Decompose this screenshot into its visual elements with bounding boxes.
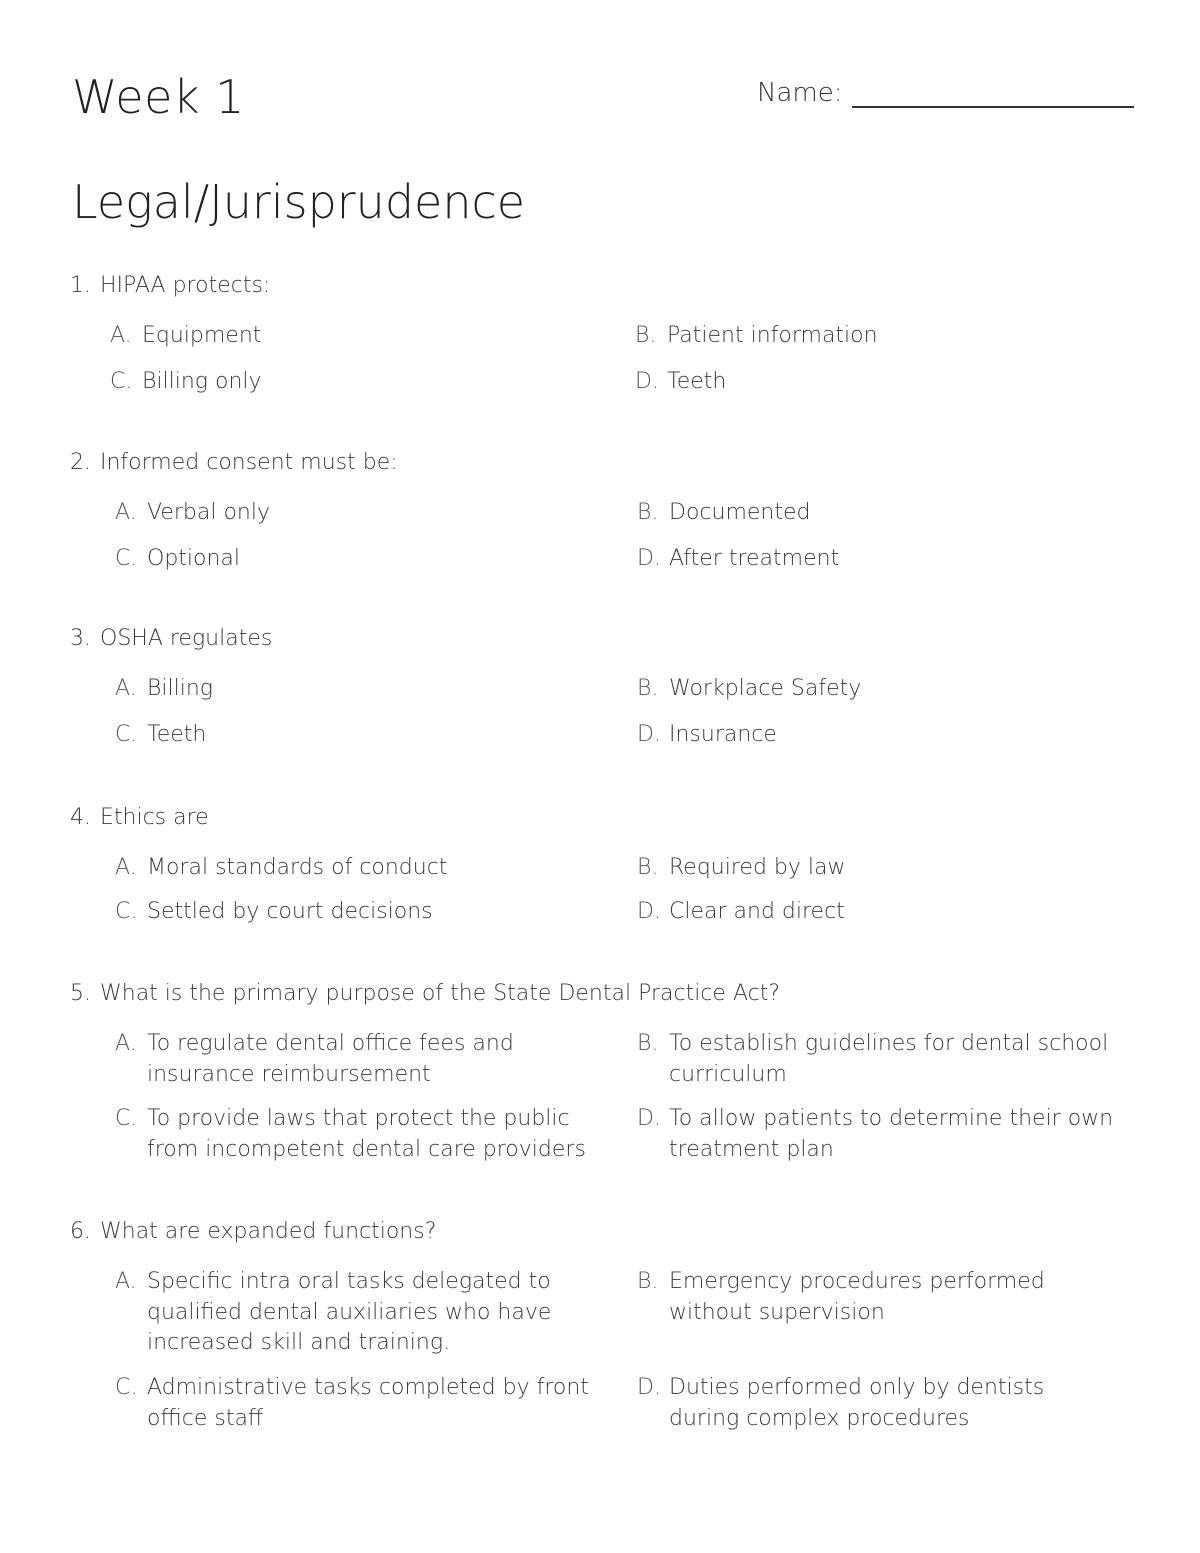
question-number: 2. — [70, 450, 91, 475]
option-text: Verbal only — [147, 500, 271, 525]
option-text: Billing — [147, 676, 213, 701]
option-text: To allow patients to determine their own treatment plan — [669, 1106, 1114, 1162]
option-letter: B. — [637, 855, 659, 880]
option-a[interactable] — [115, 674, 595, 705]
option-c[interactable] — [115, 1104, 595, 1165]
option-d[interactable] — [637, 1104, 1117, 1165]
option-b[interactable] — [635, 321, 1115, 352]
question-stem — [70, 803, 1130, 833]
option-text: Equipment — [142, 323, 262, 348]
option-text: Specific intra oral tasks delegated to qualified dental auxiliaries who have increased skill and training. — [147, 1269, 552, 1355]
question-text: What are expanded functions? — [100, 1219, 437, 1244]
question-1 — [70, 271, 1130, 394]
option-d[interactable] — [635, 367, 1115, 398]
option-letter: C. — [115, 722, 138, 747]
question-text: HIPAA protects: — [100, 273, 271, 298]
option-a[interactable] — [115, 498, 595, 529]
option-letter: B. — [637, 1269, 659, 1294]
option-a[interactable] — [110, 321, 590, 352]
option-text: Workplace Safety — [669, 676, 862, 701]
question-text: What is the primary purpose of the State Dental Practice Act? — [100, 981, 781, 1006]
question-5 — [70, 979, 1130, 1162]
question-text: Informed consent must be: — [100, 450, 398, 475]
option-b[interactable] — [637, 674, 1117, 705]
option-letter: B. — [637, 1031, 659, 1056]
option-letter: C. — [110, 369, 133, 394]
option-text: Administrative tasks completed by front office staff — [147, 1375, 589, 1431]
option-c[interactable] — [110, 367, 590, 398]
option-letter: D. — [637, 722, 661, 747]
option-text: Teeth — [667, 369, 727, 394]
option-letter: D. — [637, 1375, 661, 1400]
option-letter: A. — [110, 323, 132, 348]
option-d[interactable] — [637, 544, 1117, 575]
option-letter: B. — [637, 676, 659, 701]
option-letter: D. — [637, 899, 661, 924]
option-text: Required by law — [669, 855, 846, 880]
question-stem — [70, 448, 1130, 478]
option-b[interactable] — [637, 1029, 1117, 1090]
option-letter: B. — [637, 500, 659, 525]
question-3 — [70, 624, 1130, 747]
option-c[interactable] — [115, 1373, 595, 1434]
question-6 — [70, 1217, 1130, 1431]
option-c[interactable] — [115, 720, 595, 751]
option-letter: C. — [115, 899, 138, 924]
name-input-line[interactable] — [852, 78, 1134, 108]
option-letter: C. — [115, 1106, 138, 1131]
page-title: Week 1 — [72, 70, 245, 124]
option-letter: A. — [115, 1269, 137, 1294]
question-stem — [70, 624, 1130, 654]
name-label: Name: — [757, 78, 843, 108]
question-4 — [70, 803, 1130, 924]
question-number: 1. — [70, 273, 91, 298]
question-number: 6. — [70, 1219, 91, 1244]
option-c[interactable] — [115, 897, 595, 928]
option-d[interactable] — [637, 897, 1117, 928]
option-text: To regulate dental office fees and insurance reimbursement — [147, 1031, 514, 1087]
option-letter: A. — [115, 855, 137, 880]
option-letter: A. — [115, 1031, 137, 1056]
question-text: OSHA regulates — [100, 626, 273, 651]
option-text: Emergency procedures performed without supervision — [669, 1269, 1045, 1325]
option-b[interactable] — [637, 498, 1117, 529]
question-number: 5. — [70, 981, 91, 1006]
option-letter: D. — [637, 1106, 661, 1131]
option-a[interactable] — [115, 853, 595, 884]
question-stem — [70, 271, 1130, 301]
option-a[interactable] — [115, 1029, 595, 1090]
option-b[interactable] — [637, 853, 1117, 884]
option-text: To establish guidelines for dental school curriculum — [669, 1031, 1109, 1087]
option-letter: A. — [115, 676, 137, 701]
option-text: Optional — [147, 546, 241, 571]
option-text: Teeth — [147, 722, 207, 747]
option-text: After treatment — [669, 546, 840, 571]
question-2 — [70, 448, 1130, 571]
section-title: Legal/Jurisprudence — [72, 175, 526, 229]
option-text: Settled by court decisions — [147, 899, 433, 924]
question-stem — [70, 979, 1130, 1009]
option-text: Documented — [669, 500, 811, 525]
option-text: Clear and direct — [669, 899, 845, 924]
option-letter: D. — [637, 546, 661, 571]
option-letter: C. — [115, 546, 138, 571]
option-text: Patient information — [667, 323, 878, 348]
option-a[interactable] — [115, 1267, 595, 1359]
option-letter: B. — [635, 323, 657, 348]
option-text: Insurance — [669, 722, 777, 747]
option-b[interactable] — [637, 1267, 1117, 1328]
option-text: Duties performed only by dentists during complex procedures — [669, 1375, 1045, 1431]
question-text: Ethics are — [100, 805, 209, 830]
name-field-group — [757, 78, 1134, 108]
option-text: To provide laws that protect the public from incompetent dental care providers — [147, 1106, 586, 1162]
option-d[interactable] — [637, 720, 1117, 751]
question-number: 3. — [70, 626, 91, 651]
option-letter: D. — [635, 369, 659, 394]
option-letter: A. — [115, 500, 137, 525]
option-d[interactable] — [637, 1373, 1117, 1434]
option-text: Moral standards of conduct — [147, 855, 448, 880]
option-c[interactable] — [115, 544, 595, 575]
option-letter: C. — [115, 1375, 138, 1400]
question-stem — [70, 1217, 1130, 1247]
question-number: 4. — [70, 805, 91, 830]
option-text: Billing only — [142, 369, 262, 394]
